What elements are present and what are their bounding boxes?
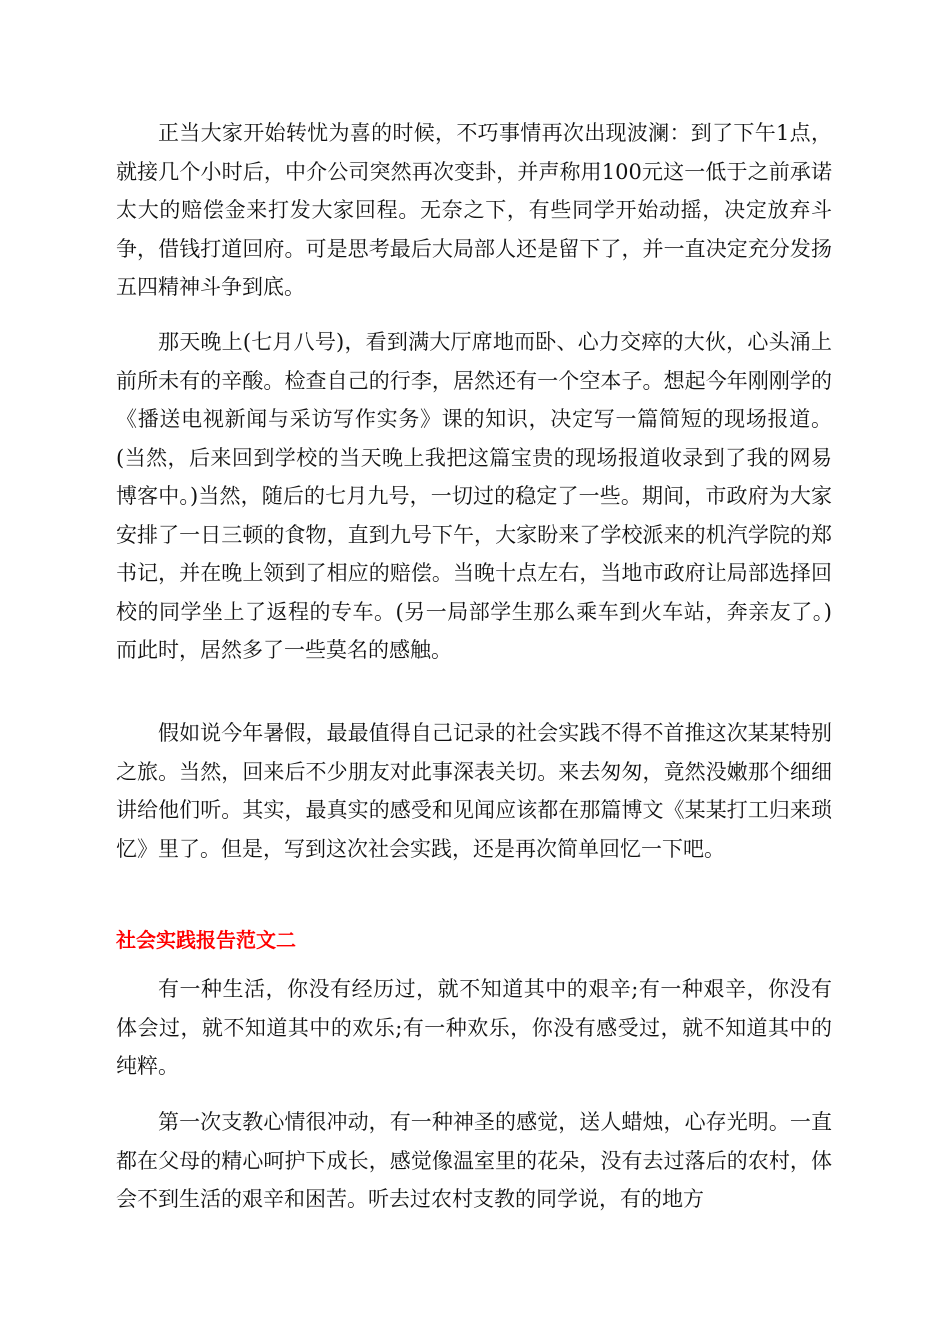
paragraph-2: 那天晚上(七月八号)，看到满大厅席地而卧、心力交瘁的大伙，心头涌上前所未有的辛酸。检查自己的行李，居然还有一个空本子。想起今年刚刚学的《播送电视新闻与采访写作实务》课的知识，决定写一篇简短的现场报道。(当然，后来回到学校的当天晚上我把这篇宝贵的现场报道收录到了我的网易博客中。)当然，随后的七月九号，一切过的稳定了一些。期间，市政府为大家安排了一日三顿的食物，直到九号下午，大家盼来了学校派来的机汽学院的郑书记，并在晚上领到了相应的赔偿。当晚十点左右，当地市政府让局部选择回校的同学坐上了返程的专车。(另一局部学生那么乘车到火车站，奔亲友了。)而此时，居然多了一些莫名的感触。 xyxy=(116,330,832,662)
paragraph-3: 假如说今年暑假，最最值得自己记录的社会实践不得不首推这次某某特别之旅。当然，回来后不少朋友对此事深表关切。来去匆匆，竟然没嫩那个细细讲给他们听。其实，最真实的感受和见闻应该都在那篇博文《某某打工归来琐忆》里了。但是，写到这次社会实践，还是再次简单回忆一下吧。 xyxy=(116,721,832,861)
paragraph-4: 有一种生活，你没有经历过，就不知道其中的艰辛;有一种艰辛，你没有体会过，就不知道其中的欢乐;有一种欢乐，你没有感受过，就不知道其中的纯粹。 xyxy=(116,977,832,1078)
paragraph-5: 第一次支教心情很冲动，有一种神圣的感觉，送人蜡烛，心存光明。一直都在父母的精心呵护下成长，感觉像温室里的花朵，没有去过落后的农村，体会不到生活的艰辛和困苦。听去过农村支教的同学说，有的地方 xyxy=(116,1110,832,1211)
section-heading: 社会实践报告范文二 xyxy=(116,928,296,952)
paragraph-1: 正当大家开始转忧为喜的时候，不巧事情再次出现波澜：到了下午1点，就接几个小时后，中介公司突然再次变卦，并声称用100元这一低于之前承诺太大的赔偿金来打发大家回程。无奈之下，有些同学开始动摇，决定放弃斗争，借钱打道回府。可是思考最后大局部人还是留下了，并一直决定充分发扬五四精神斗争到底。 xyxy=(116,121,832,299)
